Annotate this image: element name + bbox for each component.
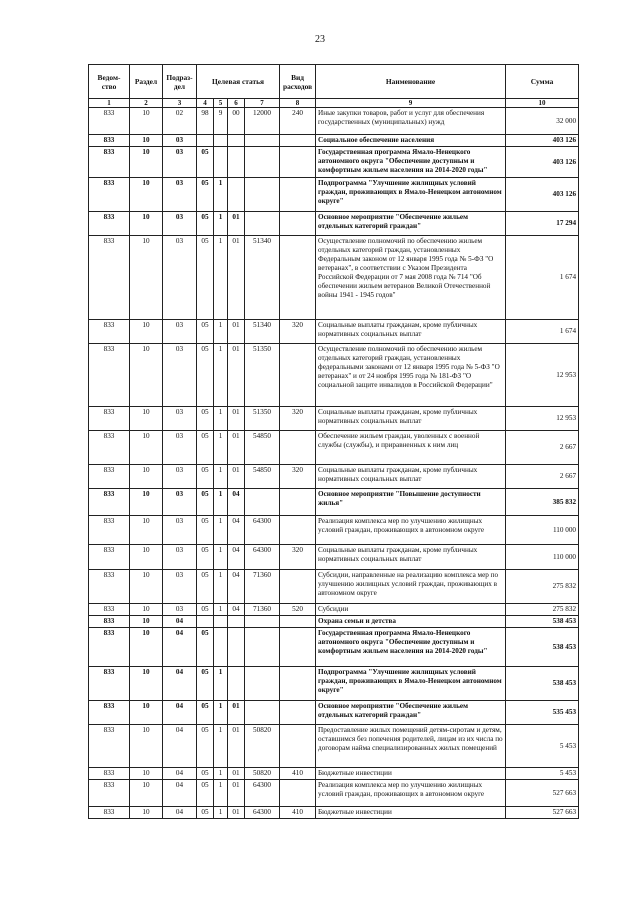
target-activity-cell: 01 <box>228 768 245 780</box>
target-code-cell <box>245 212 280 236</box>
target-code-cell: 54850 <box>245 465 280 489</box>
expense-type-cell <box>280 431 316 465</box>
target-subprogram-cell: 1 <box>214 570 228 604</box>
header-subsection: Подраз-дел <box>163 65 197 99</box>
table-row <box>89 768 579 780</box>
expense-type-cell <box>280 344 316 407</box>
expense-type-cell: 410 <box>280 807 316 819</box>
amount-cell: 403 126 <box>506 178 579 212</box>
target-activity-cell: 01 <box>228 344 245 407</box>
dept-cell: 833 <box>89 667 130 701</box>
dept-cell: 833 <box>89 604 130 616</box>
target-activity-cell: 04 <box>228 570 245 604</box>
amount-cell: 535 453 <box>506 701 579 725</box>
name-cell: Социальные выплаты гражданам, кроме публичных нормативных социальных выплат <box>316 407 506 431</box>
section-cell: 10 <box>130 570 163 604</box>
section-cell: 10 <box>130 135 163 147</box>
page-number: 23 <box>315 34 325 45</box>
header-amount: Сумма <box>506 65 579 99</box>
header-target: Целевая статья <box>197 65 280 99</box>
subsection-cell: 03 <box>163 147 197 178</box>
dept-cell: 833 <box>89 516 130 545</box>
col-num: 8 <box>280 99 316 108</box>
amount-cell: 385 832 <box>506 489 579 516</box>
subsection-cell: 04 <box>163 667 197 701</box>
header-name: Наименование <box>316 65 506 99</box>
target-activity-cell: 01 <box>228 701 245 725</box>
table-row <box>89 616 579 628</box>
table-row <box>89 236 579 320</box>
dept-cell: 833 <box>89 725 130 768</box>
section-cell: 10 <box>130 701 163 725</box>
budget-table <box>88 64 579 819</box>
expense-type-cell <box>280 701 316 725</box>
target-subprogram-cell <box>214 628 228 667</box>
name-cell: Подпрограмма "Улучшение жилищных условий граждан, проживающих в Ямало-Ненецком автономном округе" <box>316 178 506 212</box>
target-program-cell <box>197 135 214 147</box>
target-program-cell: 05 <box>197 178 214 212</box>
target-activity-cell: 01 <box>228 431 245 465</box>
target-code-cell <box>245 628 280 667</box>
target-activity-cell: 01 <box>228 725 245 768</box>
subsection-cell: 03 <box>163 135 197 147</box>
target-activity-cell <box>228 147 245 178</box>
amount-cell: 110 000 <box>506 545 579 570</box>
section-cell: 10 <box>130 768 163 780</box>
section-cell: 10 <box>130 604 163 616</box>
target-code-cell: 12000 <box>245 108 280 135</box>
dept-cell: 833 <box>89 628 130 667</box>
subsection-cell: 04 <box>163 768 197 780</box>
expense-type-cell <box>280 628 316 667</box>
name-cell: Основное мероприятие "Повышение доступности жилья" <box>316 489 506 516</box>
dept-cell: 833 <box>89 807 130 819</box>
target-program-cell: 05 <box>197 431 214 465</box>
target-code-cell: 51340 <box>245 320 280 344</box>
dept-cell: 833 <box>89 465 130 489</box>
target-program-cell: 05 <box>197 628 214 667</box>
subsection-cell: 03 <box>163 344 197 407</box>
target-program-cell: 05 <box>197 768 214 780</box>
expense-type-cell: 410 <box>280 768 316 780</box>
target-subprogram-cell: 1 <box>214 667 228 701</box>
expense-type-cell: 320 <box>280 320 316 344</box>
amount-cell: 403 126 <box>506 135 579 147</box>
target-code-cell: 64300 <box>245 545 280 570</box>
amount-cell: 2 667 <box>506 465 579 489</box>
target-subprogram-cell: 1 <box>214 344 228 407</box>
header-exp-type: Вид расходов <box>280 65 316 99</box>
section-cell: 10 <box>130 147 163 178</box>
target-program-cell: 05 <box>197 236 214 320</box>
target-program-cell: 05 <box>197 489 214 516</box>
subsection-cell: 02 <box>163 108 197 135</box>
target-program-cell: 05 <box>197 147 214 178</box>
target-activity-cell: 04 <box>228 489 245 516</box>
expense-type-cell <box>280 616 316 628</box>
dept-cell: 833 <box>89 489 130 516</box>
target-subprogram-cell: 1 <box>214 701 228 725</box>
dept-cell: 833 <box>89 570 130 604</box>
table-row <box>89 628 579 667</box>
dept-cell: 833 <box>89 320 130 344</box>
subsection-cell: 03 <box>163 236 197 320</box>
target-subprogram-cell: 1 <box>214 768 228 780</box>
name-cell: Иные закупки товаров, работ и услуг для обеспечения государственных (муниципальных) нужд <box>316 108 506 135</box>
dept-cell: 833 <box>89 407 130 431</box>
target-program-cell: 05 <box>197 667 214 701</box>
amount-cell: 32 000 <box>506 108 579 135</box>
target-activity-cell: 01 <box>228 465 245 489</box>
table-row <box>89 701 579 725</box>
table-row <box>89 516 579 545</box>
subsection-cell: 04 <box>163 616 197 628</box>
target-activity-cell <box>228 667 245 701</box>
target-activity-cell: 00 <box>228 108 245 135</box>
target-program-cell: 05 <box>197 807 214 819</box>
target-activity-cell: 01 <box>228 407 245 431</box>
subsection-cell: 03 <box>163 604 197 616</box>
target-program-cell: 05 <box>197 780 214 807</box>
target-code-cell <box>245 667 280 701</box>
section-cell: 10 <box>130 628 163 667</box>
expense-type-cell <box>280 725 316 768</box>
name-cell: Реализация комплекса мер по улучшению жилищных условий граждан, проживающих в автономном округе <box>316 780 506 807</box>
target-code-cell: 64300 <box>245 516 280 545</box>
target-code-cell: 64300 <box>245 780 280 807</box>
target-subprogram-cell: 1 <box>214 236 228 320</box>
target-code-cell: 54850 <box>245 431 280 465</box>
expense-type-cell: 520 <box>280 604 316 616</box>
amount-cell: 527 663 <box>506 807 579 819</box>
target-activity-cell: 01 <box>228 236 245 320</box>
amount-cell: 12 953 <box>506 344 579 407</box>
subsection-cell: 03 <box>163 178 197 212</box>
expense-type-cell <box>280 178 316 212</box>
target-subprogram-cell: 1 <box>214 407 228 431</box>
expense-type-cell <box>280 489 316 516</box>
dept-cell: 833 <box>89 780 130 807</box>
col-num: 1 <box>89 99 130 108</box>
target-program-cell: 05 <box>197 465 214 489</box>
target-code-cell <box>245 147 280 178</box>
target-subprogram-cell: 1 <box>214 178 228 212</box>
amount-cell: 275 832 <box>506 570 579 604</box>
subsection-cell: 03 <box>163 212 197 236</box>
name-cell: Обеспечение жильем граждан, уволенных с военной службы (службы), и приравненных к ним лиц <box>316 431 506 465</box>
target-activity-cell <box>228 135 245 147</box>
target-code-cell: 64300 <box>245 807 280 819</box>
table-row <box>89 135 579 147</box>
table-row <box>89 725 579 768</box>
table-row <box>89 570 579 604</box>
col-num: 4 <box>197 99 214 108</box>
target-activity-cell: 01 <box>228 212 245 236</box>
expense-type-cell <box>280 147 316 178</box>
target-activity-cell <box>228 616 245 628</box>
target-code-cell <box>245 701 280 725</box>
target-activity-cell: 04 <box>228 516 245 545</box>
table-row <box>89 465 579 489</box>
subsection-cell: 03 <box>163 320 197 344</box>
target-code-cell <box>245 178 280 212</box>
table-row <box>89 489 579 516</box>
amount-cell: 1 674 <box>506 320 579 344</box>
amount-cell: 403 126 <box>506 147 579 178</box>
dept-cell: 833 <box>89 236 130 320</box>
amount-cell: 5 453 <box>506 725 579 768</box>
target-subprogram-cell: 1 <box>214 320 228 344</box>
target-code-cell: 50820 <box>245 725 280 768</box>
col-num: 2 <box>130 99 163 108</box>
name-cell: Субсидии, направленные на реализацию комплекса мер по улучшению жилищных условий граждан, проживающих в автономном округе <box>316 570 506 604</box>
target-program-cell: 98 <box>197 108 214 135</box>
target-program-cell <box>197 616 214 628</box>
amount-cell: 275 832 <box>506 604 579 616</box>
target-subprogram-cell: 9 <box>214 108 228 135</box>
section-cell: 10 <box>130 667 163 701</box>
col-num: 6 <box>228 99 245 108</box>
expense-type-cell <box>280 570 316 604</box>
section-cell: 10 <box>130 725 163 768</box>
target-activity-cell: 01 <box>228 807 245 819</box>
section-cell: 10 <box>130 236 163 320</box>
table-row <box>89 320 579 344</box>
target-subprogram-cell: 1 <box>214 516 228 545</box>
table-row <box>89 344 579 407</box>
section-cell: 10 <box>130 807 163 819</box>
target-activity-cell: 04 <box>228 545 245 570</box>
name-cell: Осуществление полномочий по обеспечению жильем отдельных категорий граждан, установленных федеральными законами от 12 января 1995 года № 5-ФЗ "О ветеранах" и от 24 ноября 1995 года № 181-ФЗ "О социальной защите инвалидов в Российской Федерации" <box>316 344 506 407</box>
target-subprogram-cell <box>214 616 228 628</box>
amount-cell: 538 453 <box>506 628 579 667</box>
expense-type-cell <box>280 135 316 147</box>
subsection-cell: 03 <box>163 516 197 545</box>
header-row <box>89 65 579 99</box>
target-subprogram-cell: 1 <box>214 489 228 516</box>
target-activity-cell: 01 <box>228 780 245 807</box>
name-cell: Основное мероприятие "Обеспечение жильем отдельных категорий граждан" <box>316 701 506 725</box>
subsection-cell: 04 <box>163 780 197 807</box>
target-program-cell: 05 <box>197 344 214 407</box>
section-cell: 10 <box>130 489 163 516</box>
amount-cell: 538 453 <box>506 616 579 628</box>
name-cell: Осуществление полномочий по обеспечению жильем отдельных категорий граждан, установленных Федеральным законом от 12 января 1995 года № 5-ФЗ "О ветеранах", в соответствии с Указом Президента Российской Федерации от 7 мая 2008 года № 714 "Об обеспечении жильем ветеранов Великой Отечественной войны 1941 - 1945 годов" <box>316 236 506 320</box>
target-subprogram-cell: 1 <box>214 807 228 819</box>
header-dept: Ведом-ство <box>89 65 130 99</box>
col-num: 3 <box>163 99 197 108</box>
target-activity-cell: 04 <box>228 604 245 616</box>
name-cell: Социальные выплаты гражданам, кроме публичных нормативных социальных выплат <box>316 465 506 489</box>
section-cell: 10 <box>130 344 163 407</box>
amount-cell: 17 294 <box>506 212 579 236</box>
name-cell: Подпрограмма "Улучшение жилищных условий граждан, проживающих в Ямало-Ненецком автономном округе" <box>316 667 506 701</box>
subsection-cell: 03 <box>163 489 197 516</box>
section-cell: 10 <box>130 516 163 545</box>
name-cell: Государственная программа Ямало-Ненецкого автономного округа "Обеспечение доступным и комфортным жильем населения на 2014-2020 годы" <box>316 147 506 178</box>
col-num: 5 <box>214 99 228 108</box>
subsection-cell: 03 <box>163 465 197 489</box>
target-program-cell: 05 <box>197 604 214 616</box>
section-cell: 10 <box>130 545 163 570</box>
target-subprogram-cell: 1 <box>214 725 228 768</box>
section-cell: 10 <box>130 407 163 431</box>
target-subprogram-cell: 1 <box>214 431 228 465</box>
table-row <box>89 407 579 431</box>
name-cell: Бюджетные инвестиции <box>316 807 506 819</box>
expense-type-cell: 320 <box>280 407 316 431</box>
target-program-cell: 05 <box>197 320 214 344</box>
section-cell: 10 <box>130 212 163 236</box>
expense-type-cell: 320 <box>280 545 316 570</box>
col-num: 7 <box>245 99 280 108</box>
name-cell: Бюджетные инвестиции <box>316 768 506 780</box>
subsection-cell: 04 <box>163 725 197 768</box>
dept-cell: 833 <box>89 108 130 135</box>
target-subprogram-cell: 1 <box>214 780 228 807</box>
dept-cell: 833 <box>89 135 130 147</box>
table-row <box>89 667 579 701</box>
dept-cell: 833 <box>89 616 130 628</box>
header-section: Раздел <box>130 65 163 99</box>
expense-type-cell <box>280 516 316 545</box>
target-subprogram-cell <box>214 135 228 147</box>
target-code-cell: 71360 <box>245 604 280 616</box>
expense-type-cell <box>280 236 316 320</box>
target-program-cell: 05 <box>197 570 214 604</box>
table-row <box>89 147 579 178</box>
name-cell: Социальное обеспечение населения <box>316 135 506 147</box>
subsection-cell: 04 <box>163 628 197 667</box>
subsection-cell: 03 <box>163 431 197 465</box>
name-cell: Предоставление жилых помещений детям-сиротам и детям, оставшимся без попечения родителей, лицам из их числа по договорам найма специализированных жилых помещений <box>316 725 506 768</box>
target-code-cell: 71360 <box>245 570 280 604</box>
target-activity-cell <box>228 628 245 667</box>
dept-cell: 833 <box>89 344 130 407</box>
name-cell: Реализация комплекса мер по улучшению жилищных условий граждан, проживающих в автономном округе <box>316 516 506 545</box>
target-program-cell: 05 <box>197 725 214 768</box>
target-code-cell <box>245 616 280 628</box>
dept-cell: 833 <box>89 212 130 236</box>
col-num: 9 <box>316 99 506 108</box>
name-cell: Основное мероприятие "Обеспечение жильем отдельных категорий граждан" <box>316 212 506 236</box>
amount-cell: 110 000 <box>506 516 579 545</box>
expense-type-cell <box>280 212 316 236</box>
subsection-cell: 03 <box>163 407 197 431</box>
section-cell: 10 <box>130 780 163 807</box>
section-cell: 10 <box>130 465 163 489</box>
table-row <box>89 212 579 236</box>
expense-type-cell: 320 <box>280 465 316 489</box>
target-program-cell: 05 <box>197 545 214 570</box>
amount-cell: 5 453 <box>506 768 579 780</box>
amount-cell: 527 663 <box>506 780 579 807</box>
expense-type-cell <box>280 780 316 807</box>
target-subprogram-cell: 1 <box>214 545 228 570</box>
subsection-cell: 03 <box>163 545 197 570</box>
table-row <box>89 108 579 135</box>
section-cell: 10 <box>130 431 163 465</box>
amount-cell: 2 667 <box>506 431 579 465</box>
name-cell: Субсидии <box>316 604 506 616</box>
target-activity-cell <box>228 178 245 212</box>
dept-cell: 833 <box>89 768 130 780</box>
table-row <box>89 780 579 807</box>
target-program-cell: 05 <box>197 212 214 236</box>
target-subprogram-cell: 1 <box>214 604 228 616</box>
table-row <box>89 604 579 616</box>
name-cell: Государственная программа Ямало-Ненецкого автономного округа "Обеспечение доступным и комфортным жильем населения на 2014-2020 годы" <box>316 628 506 667</box>
table-row <box>89 807 579 819</box>
table-row <box>89 545 579 570</box>
section-cell: 10 <box>130 320 163 344</box>
subsection-cell: 04 <box>163 807 197 819</box>
target-program-cell: 05 <box>197 407 214 431</box>
target-program-cell: 05 <box>197 701 214 725</box>
table-row <box>89 178 579 212</box>
section-cell: 10 <box>130 108 163 135</box>
target-code-cell: 50820 <box>245 768 280 780</box>
dept-cell: 833 <box>89 545 130 570</box>
target-subprogram-cell: 1 <box>214 212 228 236</box>
table-row <box>89 431 579 465</box>
target-program-cell: 05 <box>197 516 214 545</box>
subsection-cell: 04 <box>163 701 197 725</box>
target-subprogram-cell: 1 <box>214 465 228 489</box>
section-cell: 10 <box>130 178 163 212</box>
target-activity-cell: 01 <box>228 320 245 344</box>
expense-type-cell: 240 <box>280 108 316 135</box>
section-cell: 10 <box>130 616 163 628</box>
target-code-cell: 51340 <box>245 236 280 320</box>
target-code-cell: 51350 <box>245 407 280 431</box>
expense-type-cell <box>280 667 316 701</box>
dept-cell: 833 <box>89 178 130 212</box>
column-number-row <box>89 99 579 108</box>
name-cell: Социальные выплаты гражданам, кроме публичных нормативных социальных выплат <box>316 320 506 344</box>
dept-cell: 833 <box>89 701 130 725</box>
amount-cell: 12 953 <box>506 407 579 431</box>
target-code-cell <box>245 135 280 147</box>
name-cell: Охрана семьи и детства <box>316 616 506 628</box>
amount-cell: 538 453 <box>506 667 579 701</box>
subsection-cell: 03 <box>163 570 197 604</box>
col-num: 10 <box>506 99 579 108</box>
target-code-cell: 51350 <box>245 344 280 407</box>
target-subprogram-cell <box>214 147 228 178</box>
target-code-cell <box>245 489 280 516</box>
amount-cell: 1 674 <box>506 236 579 320</box>
dept-cell: 833 <box>89 431 130 465</box>
dept-cell: 833 <box>89 147 130 178</box>
name-cell: Социальные выплаты гражданам, кроме публичных нормативных социальных выплат <box>316 545 506 570</box>
